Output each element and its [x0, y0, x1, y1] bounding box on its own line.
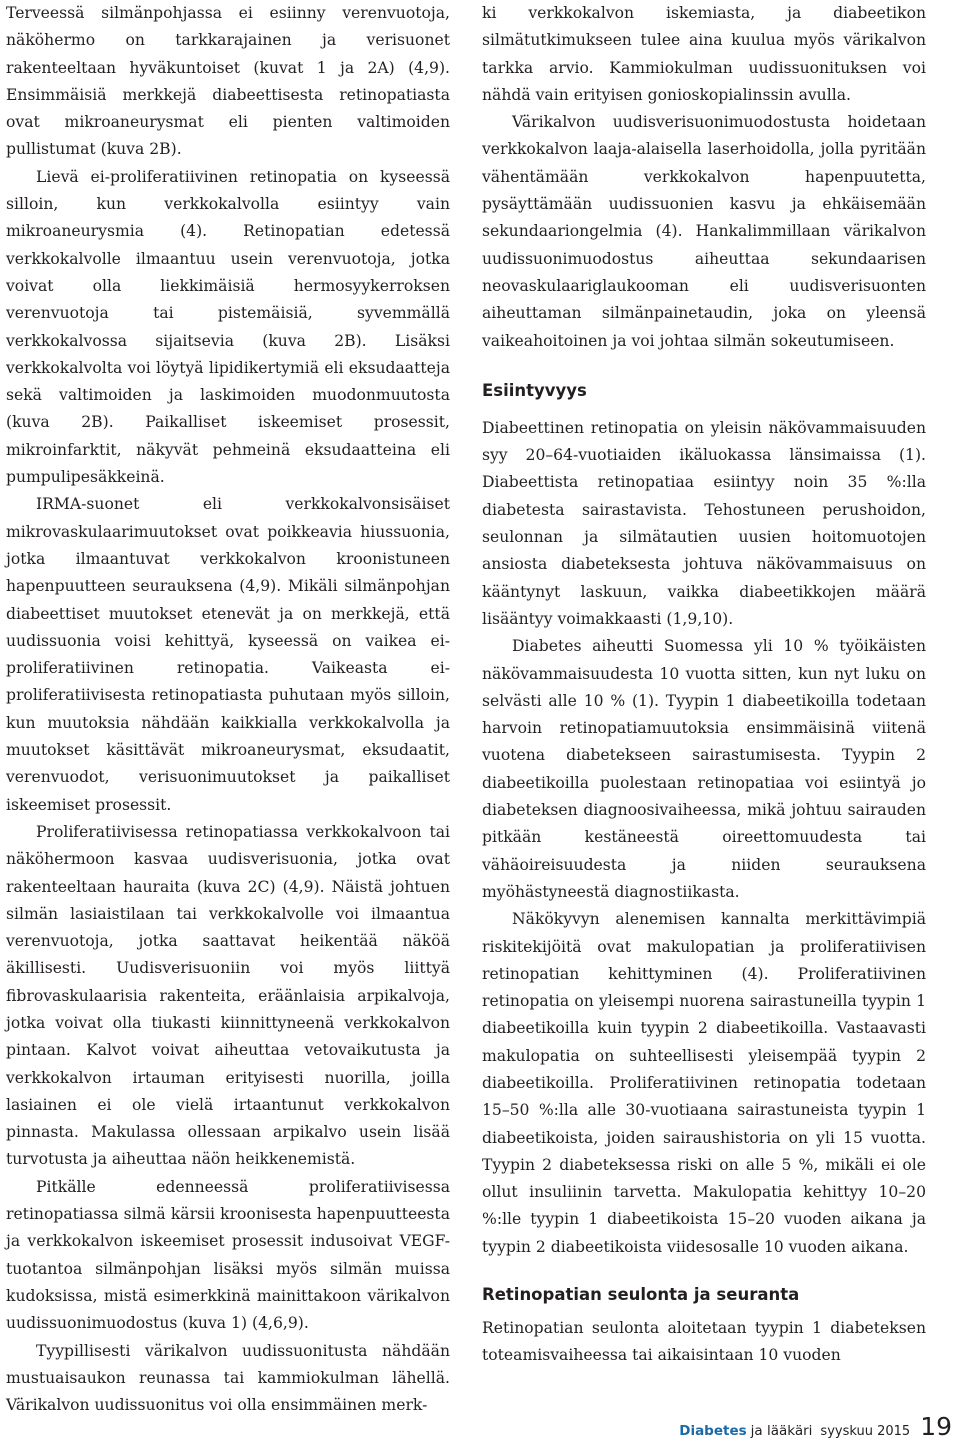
body-paragraph: Diabeettinen retinopatia on yleisin näkövammaisuuden syy 20–64-vuotiaiden ikäluokassa länsimaissa (1). Diabeettista retinopatiaa esiintyy noin 35 %:lla diabetesta sairastavista. Tehostuneen perushoidon, seulonnan ja silmätautien uusien hoitomuotojen ansiosta diabeteksesta johtuva näkövammaisuus on kääntynyt laskuun, vaikka diabeetikkojen määrä lisääntyy voimakkaasti (1,9,10).: [482, 418, 926, 628]
page-footer: [679, 1412, 952, 1448]
left-column: [6, 0, 450, 1419]
body-paragraph: Proliferatiivisessa retinopatiassa verkkokalvoon tai näköhermoon kasvaa uudisverisuonia, jotka ovat rakenteeltaan hauraita (kuva 2C) (4,9). Näistä johtuen silmän lasiaistilaan tai verkkokalvolle voi ilmaantua verenvuotoja, jotka saattavat heikentää näköä äkillisesti. Uudisverisuoniin voi myös liittyä fibrovaskulaarisia rakenteita, eräänlaisia arpikalvoja, jotka voivat olla tiukasti kiinnittyneenä verkkokalvon pintaan. Kalvot voivat aiheuttaa vetovaikutusta ja verkkokalvon irtauman erityisesti nuorilla, joilla lasiainen ei ole vielä irtaantunut verkkokalvon pinnasta. Makulassa ollessaan arpikalvo usein lisää turvotusta ja aiheuttaa näön heikkenemistä.: [6, 822, 450, 1169]
body-paragraph: Diabetes aiheutti Suomessa yli 10 % työikäisten näkövammaisuudesta 10 vuotta sitten, kun nyt luku on selvästi alle 10 % (1). Tyypin 1 diabeetikoilla todetaan harvoin retinopatiamuutoksia ensimmäisinä viitenä vuotena diabetekseen sairastumisesta. Tyypin 2 diabeetikoilla puolestaan retinopatiaa voi esiintyä jo diabeteksen diagnoosivaiheessa, mikä johtuu sairauden pitkään kestäneestä oireettomuudesta tai vähäoireisuudesta ja niiden seurauksena myöhästyneestä diagnostiikasta.: [482, 637, 926, 901]
issue-date: syyskuu 2015: [820, 1424, 911, 1439]
body-paragraph: ki verkkokalvon iskemiasta, ja diabeetikon silmätutkimukseen tulee aina kuulua myös värikalvon tarkka arvio. Kammiokulman uudissuonituksen voi nähdä vain erityisen gonioskopialinssin avulla.: [482, 4, 926, 104]
body-paragraph: IRMA-suonet eli verkkokalvonsisäiset mikrovaskulaarimuutokset ovat poikkeavia hiussuonia, jotka ilmaantuvat verkkokalvon kroonistuneen hapenpuutteen seurauksena (4,9). Mikäli silmänpohjan diabeettiset muutokset etenevät ja on merkkejä, että uudissuonia voisi kehittyä, kyseessä on vaikea ei-proliferatiivinen retinopatia. Vaikeasta ei-proliferatiivisesta retinopatiasta puhutaan myös silloin, kun muutoksia nähdään kaikkialla verkkokalvolla ja muutokset käsittävät mikroaneurysmat, eksudaatit, verenvuodot, verisuonimuutokset ja paikalliset iskeemiset prosessit.: [6, 495, 450, 814]
magazine-brand: Diabetes: [679, 1423, 747, 1439]
right-column: [482, 0, 926, 1370]
body-paragraph: Tyypillisesti värikalvon uudissuonitusta nähdään mustuaisaukon reunassa tai kammiokulman lähellä. Värikalvon uudissuonitus voi olla ensimmäinen merk-: [6, 1341, 450, 1415]
body-paragraph: Näkökyvyn alenemisen kannalta merkittävimpiä riskitekijöitä ovat makulopatian ja proliferatiivisen retinopatian kehittyminen (4). Proliferatiivinen retinopatia on yleisempi nuorena sairastuneilla tyypin 1 diabeetikoilla kuin tyypin 2 diabeetikoilla. Vastaavasti makulopatia on suhteellisesti yleisempää tyypin 2 diabeetikoilla. Proliferatiivinen retinopatia todetaan 15–50 %:lla alle 30-vuotiaana sairastuneista tyypin 1 diabeetikoista, joiden sairaushistoria on yli 15 vuotta. Tyypin 2 diabeteksessa riski on alle 5 %, mikäli ei ole ollut insuliinin tarvetta. Makulopatia kehittyy 10–20 %:lle tyypin 1 diabeetikoista 15–20 vuoden aikana ja tyypin 2 diabeetikoista viidesosalle 10 vuoden aikana.: [482, 910, 926, 1256]
page-number: 19: [920, 1412, 952, 1441]
body-paragraph: Retinopatian seulonta aloitetaan tyypin 1 diabeteksen toteamisvaiheessa tai aikaisintaan 10 vuoden: [482, 1319, 926, 1365]
section-heading: Retinopatian seulonta ja seuranta: [482, 1285, 800, 1305]
body-paragraph: Terveessä silmänpohjassa ei esiinny verenvuotoja, näköhermo on tarkkarajainen ja verisuonet rakenteeltaan hyväkuntoiset (kuvat 1 ja 2A) (4,9). Ensimmäisiä merkkejä diabeettisesta retinopatiasta ovat mikroaneurysmat eli pienten valtimoiden pullistumat (kuva 2B).: [6, 4, 450, 159]
body-paragraph: Värikalvon uudisverisuonimuodostusta hoidetaan verkkokalvon laaja-alaisella laserhoidolla, jolla pyritään vähentämään verkkokalvon hapenpuutetta, pysäyttämään uudissuonien kasvu ja ehkäisemään sekundaariongelmia (4). Hankalimmillaan värikalvon uudissuonimuodostus aiheuttaa sekundaarisen neovaskulaariglaukooman eli uudisverisuonten aiheuttaman silmänpainetaudin, joka on yleensä vaikeahoitoinen ja voi johtaa silmän sokeutumiseen.: [482, 113, 926, 350]
magazine-brand-sub: ja lääkäri: [750, 1423, 813, 1439]
body-paragraph: Pitkälle edenneessä proliferatiivisessa retinopatiassa silmä kärsii kroonisesta hapenpuutteesta ja verkkokalvon iskeemiset prosessit indusoivat VEGF-tuotantoa silmänpohjan lisäksi myös silmän muissa kudoksissa, mistä esimerkkinä mainittakoon värikalvon uudissuonimuodostus (kuva 1) (4,6,9).: [6, 1177, 450, 1333]
body-paragraph: Lievä ei-proliferatiivinen retinopatia on kyseessä silloin, kun verkkokalvolla esiintyy vain mikroaneurysmia (4). Retinopatian edetessä verkkokalvolle ilmaantuu usein verenvuotoja, jotka voivat olla liekkimäisiä hermosyykerroksen verenvuotoja tai pistemäisiä, syvemmällä verkkokalvossa sijaitsevia (kuva 2B). Lisäksi verkkokalvolta voi löytyä lipidikertymiä eli eksudaatteja sekä valtimoiden ja laskimoiden muodonmuutosta (kuva 2B). Paikalliset iskeemiset prosessit, mikroinfarktit, näkyvät pehmeinä eksudaatteina eli pumpulipesäkkeinä.: [6, 167, 450, 487]
section-heading: Esiintyvyys: [482, 380, 587, 400]
